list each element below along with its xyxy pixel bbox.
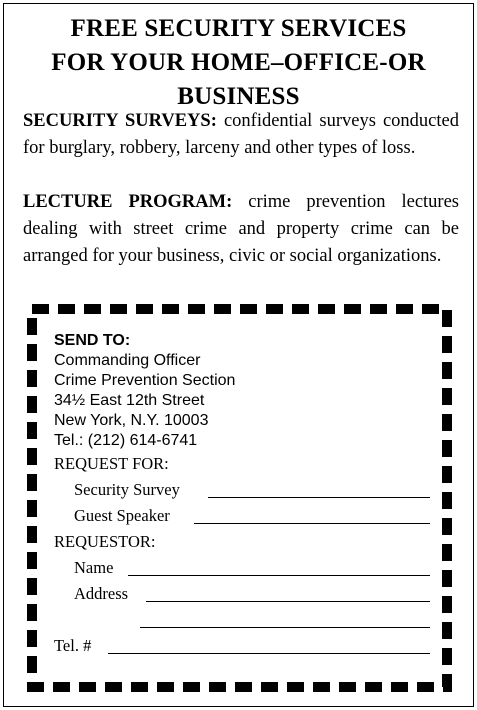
send-to-heading: SEND TO: xyxy=(54,332,131,349)
tel-label: Tel. # xyxy=(54,636,92,655)
guest-speaker-label: Guest Speaker xyxy=(74,506,170,525)
address-label: Address xyxy=(74,584,129,603)
request-for-label: REQUEST FOR: xyxy=(54,454,169,473)
name-blank[interactable] xyxy=(128,575,430,576)
send-to-line-1: Commanding Officer xyxy=(54,352,201,369)
send-to-address xyxy=(54,331,235,451)
send-to-line-4: New York, N.Y. 10003 xyxy=(54,412,209,429)
security-surveys-heading: SECURITY SURVEYS: xyxy=(23,111,217,131)
title-line-2: FOR YOUR HOME–OFFICE-OR xyxy=(51,49,426,76)
send-to-line-5: Tel.: (212) 614-6741 xyxy=(54,432,198,449)
security-survey-label: Security Survey xyxy=(74,480,180,499)
lecture-program-text: crime prevention lectures dealing with street crime and property crime can be arranged for your business, civic or social organizations. xyxy=(23,192,459,266)
security-surveys-text: confidential surveys conducted for burglary, robbery, larceny and other types of loss. xyxy=(23,111,459,158)
send-to-line-3: 34½ East 12th Street xyxy=(54,392,205,409)
security-surveys-paragraph xyxy=(23,108,459,162)
lecture-program-paragraph xyxy=(23,189,459,270)
lecture-program-heading: LECTURE PROGRAM: xyxy=(23,192,233,212)
security-services-flyer xyxy=(3,3,474,707)
requestor-label: REQUESTOR: xyxy=(54,532,156,551)
request-coupon xyxy=(26,303,453,693)
address-blank-1[interactable] xyxy=(146,601,430,602)
guest-speaker-blank[interactable] xyxy=(194,523,430,524)
security-survey-blank[interactable] xyxy=(208,497,430,498)
name-label: Name xyxy=(74,558,114,577)
tel-blank[interactable] xyxy=(108,653,430,654)
flyer-title xyxy=(4,12,473,114)
title-line-3: BUSINESS xyxy=(177,83,300,110)
title-line-1: FREE SECURITY SERVICES xyxy=(70,15,407,42)
address-blank-2[interactable] xyxy=(140,627,430,628)
send-to-line-2: Crime Prevention Section xyxy=(54,372,236,389)
